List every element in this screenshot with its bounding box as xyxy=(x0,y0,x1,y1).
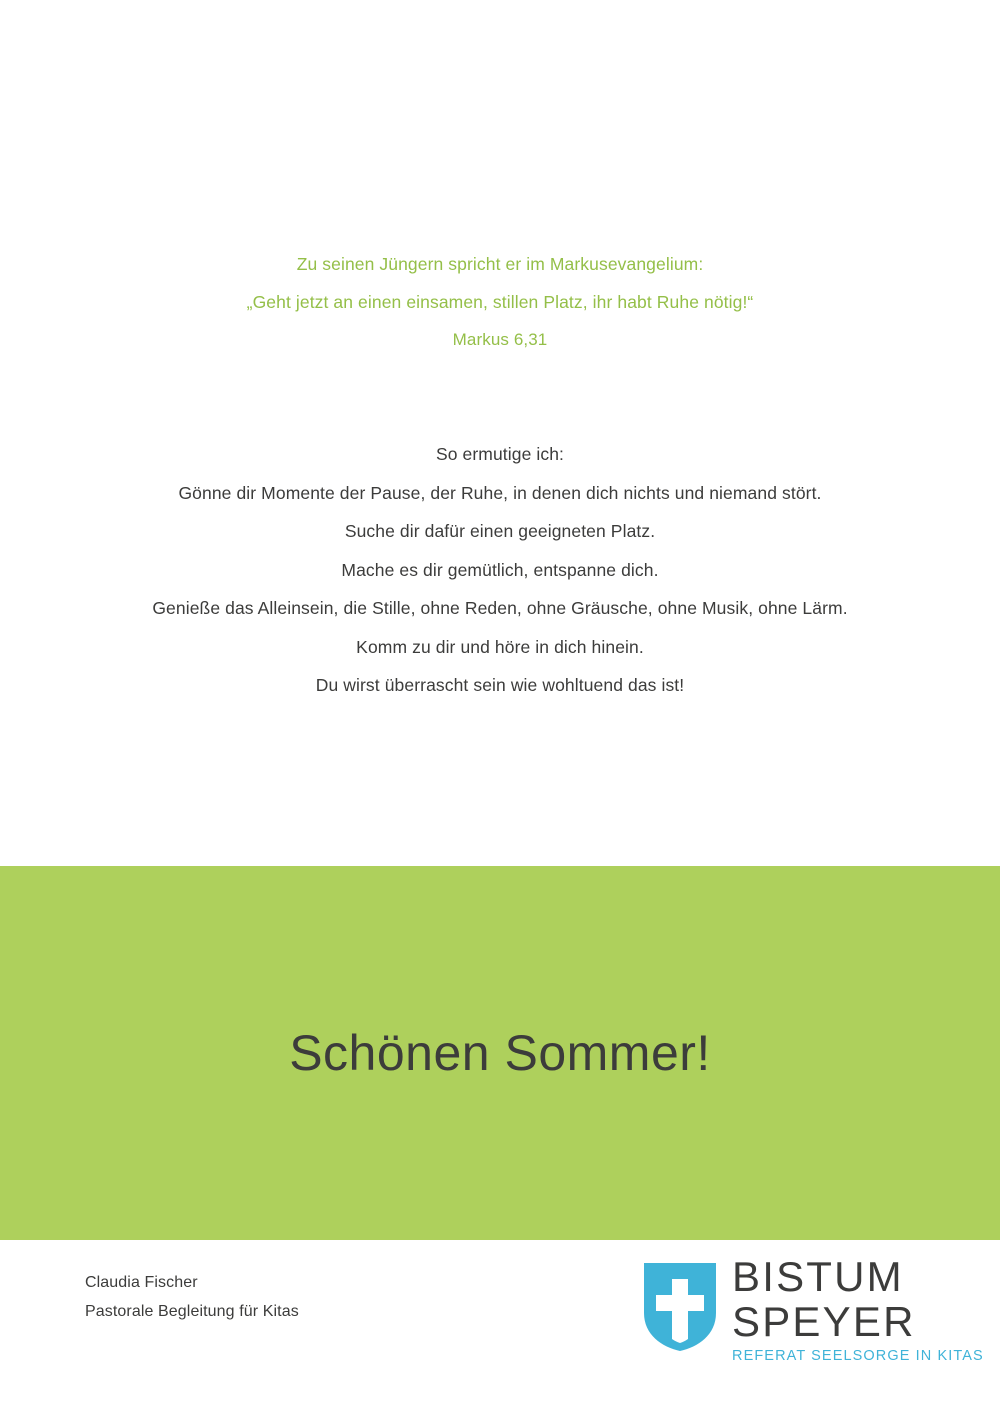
encouragement-line-2: Gönne dir Momente der Pause, der Ruhe, in denen dich nichts und niemand stört. xyxy=(178,482,822,503)
encouragement-line-6: Komm zu dir und höre in dich hinein. xyxy=(356,636,644,657)
signature-role: Pastorale Begleitung für Kitas xyxy=(85,1303,299,1320)
bistum-speyer-logo xyxy=(642,1253,984,1375)
shield-cross-icon xyxy=(642,1261,718,1353)
footer xyxy=(0,1240,1000,1416)
scripture-block xyxy=(0,245,1000,359)
scripture-line-2: „Geht jetzt an einen einsamen, stillen Platz, ihr habt Ruhe nötig!“ xyxy=(246,292,754,312)
scripture-line-1: Zu seinen Jüngern spricht er im Markusevangelium: xyxy=(296,254,704,274)
encouragement-line-5: Genieße das Alleinsein, die Stille, ohne Reden, ohne Gräusche, ohne Musik, ohne Lärm. xyxy=(152,598,848,618)
encouragement-line-4: Mache es dir gemütlich, entspanne dich. xyxy=(341,559,659,580)
signature-block xyxy=(85,1268,299,1326)
signature-name: Claudia Fischer xyxy=(85,1274,198,1291)
encouragement-line-3: Suche dir dafür einen geeigneten Platz. xyxy=(344,521,656,541)
scripture-reference: Markus 6,31 xyxy=(452,330,548,349)
logo-wordmark xyxy=(732,1253,984,1367)
logo-line-speyer: SPEYER xyxy=(732,1298,916,1345)
encouragement-block xyxy=(0,435,1000,705)
encouragement-line-7: Du wirst überrascht sein wie wohltuend das ist! xyxy=(315,675,685,695)
logo-line-bistum: BISTUM xyxy=(732,1253,904,1300)
encouragement-line-1: So ermutige ich: xyxy=(435,444,565,464)
banner-title: Schönen Sommer! xyxy=(289,1025,711,1081)
green-banner xyxy=(0,866,1000,1240)
logo-subtitle: REFERAT SEELSORGE IN KITAS xyxy=(732,1348,984,1364)
